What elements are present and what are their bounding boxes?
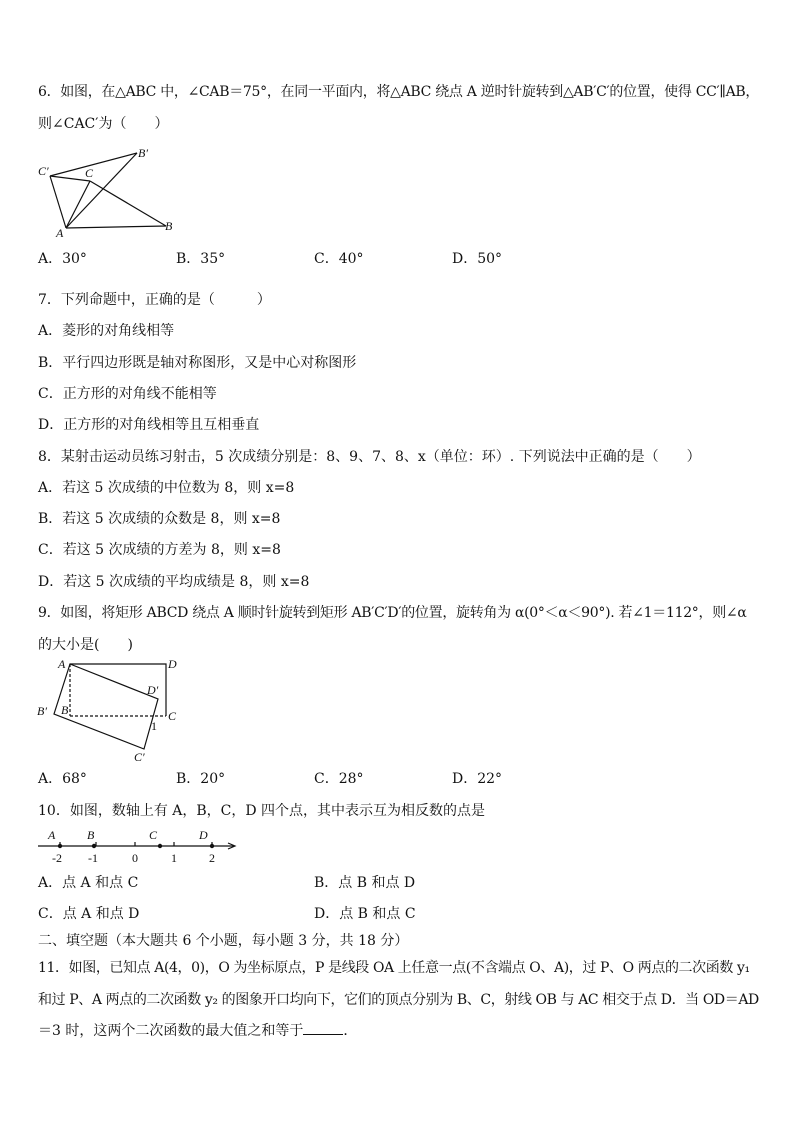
q7-option-b[interactable]: B．平行四边形既是轴对称图形，又是中心对称图形 bbox=[38, 355, 357, 371]
q6-segment-b1c1 bbox=[50, 153, 137, 176]
q10-point-c bbox=[158, 844, 162, 848]
q7-stem: 7．下列命题中，正确的是（ ） bbox=[38, 292, 271, 308]
q9-option-a[interactable]: A．68° bbox=[38, 771, 87, 787]
q11-stem-line3-end: ． bbox=[343, 1023, 358, 1039]
q8-stem: 8．某射击运动员练习射击，5 次成绩分别是：8、9、7、8、x（单位：环）. 下列说法中正确的是（ ） bbox=[38, 449, 701, 465]
q9-label-b: B bbox=[61, 703, 69, 717]
q6-option-b[interactable]: B．35° bbox=[176, 251, 226, 267]
q11-stem-line1: 11．如图，已知点 A(4，0)，O 为坐标原点，P 是线段 OA 上任意一点(不含端点 O、A)，过 P、O 两点的二次函数 y₁ bbox=[38, 960, 750, 976]
q9-label-d: D bbox=[168, 657, 177, 671]
q9-stem-line1: 9．如图，将矩形 ABCD 绕点 A 顺时针旋转到矩形 AB′C′D′的位置，旋转角为 α(0°＜α＜90°). 若∠1＝112°，则∠α bbox=[38, 605, 747, 621]
q10-tick-label-1: 1 bbox=[171, 851, 177, 865]
q9-option-b[interactable]: B．20° bbox=[176, 771, 226, 787]
q6-segment-ac1 bbox=[50, 176, 66, 228]
q6-option-d[interactable]: D．50° bbox=[452, 251, 503, 267]
q9-label-a: A bbox=[58, 657, 66, 671]
q8-option-a[interactable]: A．若这 5 次成绩的中位数为 8，则 x=8 bbox=[38, 480, 295, 496]
q6-figure bbox=[36, 142, 186, 240]
q8-option-b[interactable]: B．若这 5 次成绩的众数是 8，则 x=8 bbox=[38, 511, 281, 527]
q6-segment-ab bbox=[66, 226, 166, 228]
q6-label-a: A bbox=[56, 226, 64, 240]
q10-point-d bbox=[210, 844, 214, 848]
q6-stem-line2: 则∠CAC′为（ ） bbox=[38, 116, 169, 132]
q6-label-c1: C′ bbox=[38, 164, 49, 178]
q10-point-a bbox=[58, 844, 62, 848]
q11-stem-line3-text: ＝3 时，这两个二次函数的最大值之和等于 bbox=[38, 1023, 304, 1039]
q6-option-c[interactable]: C．40° bbox=[314, 251, 364, 267]
q9-figure bbox=[34, 654, 189, 766]
q10-tick-label-2: 2 bbox=[209, 851, 215, 865]
q6-option-a[interactable]: A．30° bbox=[38, 251, 87, 267]
q10-point-b bbox=[92, 844, 96, 848]
q10-label-b: B bbox=[87, 828, 95, 842]
q6-label-b: B bbox=[165, 219, 173, 233]
q6-segment-ab1 bbox=[66, 153, 137, 228]
q10-label-a: A bbox=[48, 828, 56, 842]
q7-option-a[interactable]: A．菱形的对角线相等 bbox=[38, 323, 175, 339]
q9-option-d[interactable]: D．22° bbox=[452, 771, 503, 787]
q6-segment-cc1 bbox=[50, 176, 90, 181]
q10-label-c: C bbox=[149, 828, 158, 842]
q9-label-c1: C′ bbox=[134, 750, 145, 764]
q9-label-b1: B′ bbox=[37, 704, 47, 718]
q9-option-c[interactable]: C．28° bbox=[314, 771, 364, 787]
q10-option-d[interactable]: D．点 B 和点 C bbox=[314, 906, 416, 922]
q10-tick-label-neg1: -1 bbox=[88, 851, 98, 865]
q7-option-c[interactable]: C．正方形的对角线不能相等 bbox=[38, 386, 217, 402]
q6-label-c: C bbox=[85, 166, 94, 180]
q6-stem-line1: 6．如图，在△ABC 中，∠CAB＝75°，在同一平面内，将△ABC 绕点 A 逆时针旋转到△AB′C′的位置，使得 CC′∥AB， bbox=[38, 84, 760, 100]
q10-option-a[interactable]: A．点 A 和点 C bbox=[38, 875, 139, 891]
q11-stem-line3 bbox=[38, 1022, 357, 1040]
q6-label-b1: B′ bbox=[138, 146, 148, 160]
q11-answer-blank[interactable] bbox=[303, 1022, 343, 1035]
q10-number-line bbox=[36, 826, 242, 868]
q10-tick-label-neg2: -2 bbox=[52, 851, 62, 865]
q9-angle-1-label: 1 bbox=[151, 719, 157, 733]
q10-option-c[interactable]: C．点 A 和点 D bbox=[38, 906, 140, 922]
q6-segment-ac bbox=[66, 181, 90, 228]
q8-option-c[interactable]: C．若这 5 次成绩的方差为 8，则 x=8 bbox=[38, 542, 281, 558]
q7-option-d[interactable]: D．正方形的对角线相等且互相垂直 bbox=[38, 417, 260, 433]
q10-stem: 10．如图，数轴上有 A，B，C，D 四个点，其中表示互为相反数的点是 bbox=[38, 803, 486, 819]
q10-tick-label-0: 0 bbox=[132, 851, 138, 865]
q10-label-d: D bbox=[199, 828, 208, 842]
q9-label-d1: D′ bbox=[147, 683, 159, 697]
q9-label-c: C bbox=[168, 709, 177, 723]
q10-option-b[interactable]: B．点 B 和点 D bbox=[314, 875, 416, 891]
section-2-heading: 二、填空题（本大题共 6 个小题，每小题 3 分，共 18 分） bbox=[38, 933, 409, 949]
q9-stem-line2: 的大小是( ) bbox=[38, 637, 133, 653]
q6-segment-bc bbox=[90, 181, 166, 226]
q8-option-d[interactable]: D．若这 5 次成绩的平均成绩是 8，则 x=8 bbox=[38, 574, 310, 590]
q11-stem-line2: 和过 P、A 两点的二次函数 y₂ 的图象开口均向下，它们的顶点分别为 B、C，射线 OB 与 AC 相交于点 D．当 OD＝AD bbox=[38, 992, 759, 1008]
